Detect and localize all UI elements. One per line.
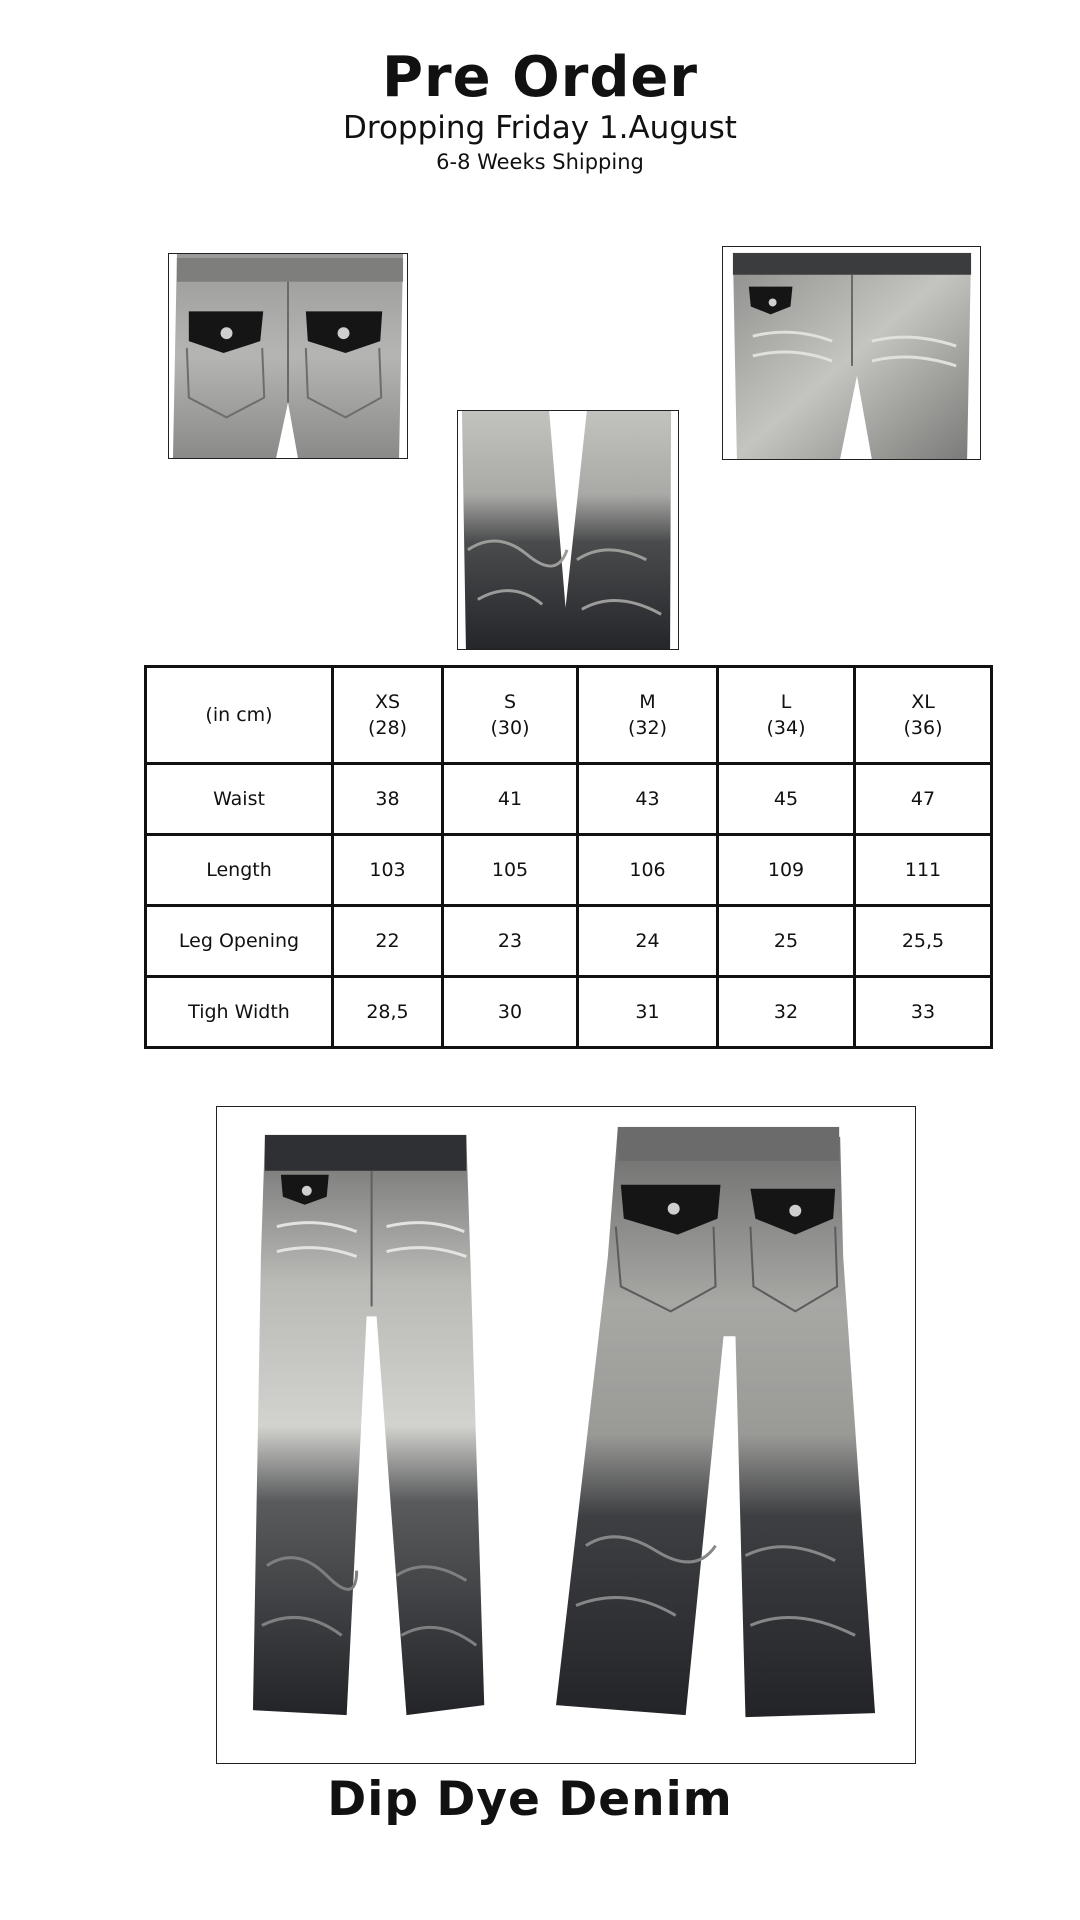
table-cell: 111 [855,835,992,906]
page-title: Pre Order [381,45,699,110]
table-cell: 47 [855,764,992,835]
photo-jeans-front-and-back [216,1106,916,1764]
table-cell: 31 [578,977,718,1048]
table-row-length [146,835,992,906]
size-header-xl [855,667,992,764]
table-row-leg-opening [146,906,992,977]
size-chart-table [144,665,993,1049]
size-header-l [718,667,855,764]
size-label: XL [911,691,935,713]
drop-date: Dropping Friday 1.August [343,110,737,146]
table-cell: 33 [855,977,992,1048]
size-label: L [780,691,792,713]
size-waist-number: (36) [903,717,943,739]
row-label: Waist [146,764,333,835]
table-cell: 30 [443,977,578,1048]
photo-leg-hems [457,410,679,650]
size-header-m [578,667,718,764]
table-cell: 109 [718,835,855,906]
shipping-info: 6-8 Weeks Shipping [436,150,644,174]
table-cell: 45 [718,764,855,835]
jeans-back-illustration [556,1127,875,1717]
jeans-front-illustration [253,1135,484,1715]
table-cell: 105 [443,835,578,906]
table-cell: 43 [578,764,718,835]
row-label: Tigh Width [146,977,333,1048]
size-waist-number: (34) [766,717,806,739]
table-cell: 28,5 [333,977,443,1048]
size-label: S [503,691,517,713]
size-header-s [443,667,578,764]
size-waist-number: (28) [367,717,407,739]
table-cell: 32 [718,977,855,1048]
table-cell: 38 [333,764,443,835]
table-row-thigh-width [146,977,992,1048]
product-name: Dip Dye Denim [327,1772,733,1827]
table-cell: 41 [443,764,578,835]
table-cell: 25,5 [855,906,992,977]
size-header-xs [333,667,443,764]
size-label: XS [374,691,401,713]
table-cell: 22 [333,906,443,977]
table-cell: 24 [578,906,718,977]
photo-front-waist [722,246,981,460]
table-row-waist [146,764,992,835]
table-cell: 25 [718,906,855,977]
table-cell: 23 [443,906,578,977]
table-cell: 103 [333,835,443,906]
row-label: Length [146,835,333,906]
size-waist-number: (32) [627,717,667,739]
row-label: Leg Opening [146,906,333,977]
table-cell: 106 [578,835,718,906]
size-label: M [639,691,656,713]
size-waist-number: (30) [490,717,530,739]
size-header-row [146,667,992,764]
photo-back-pockets [168,253,408,459]
unit-cell: (in cm) [146,667,333,764]
